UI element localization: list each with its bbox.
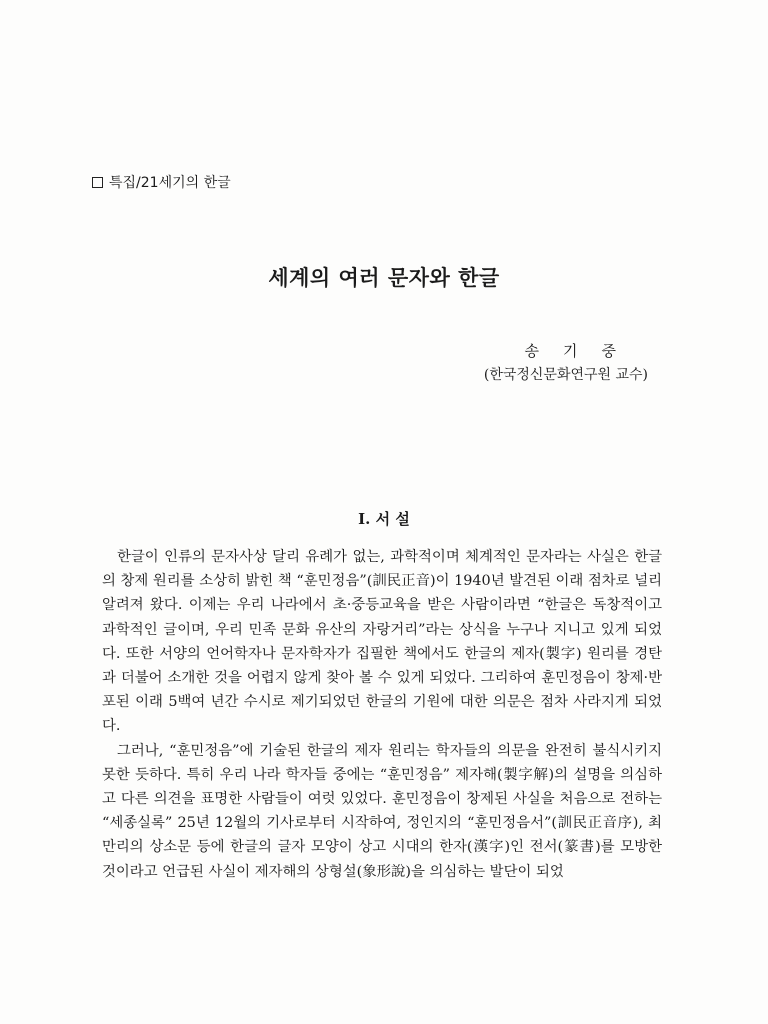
article-body: [102, 545, 662, 884]
section-heading: I. 서 설: [358, 510, 410, 528]
author-name: 송기중: [524, 342, 640, 360]
author-affiliation: (한국정신문화연구원 교수): [483, 367, 648, 383]
paragraph: 그러나, “훈민정음”에 기술된 한글의 제자 원리는 학자들의 의문을 완전히 불식시키지 못한 듯하다. 특히 우리 나라 학자들 중에는 “훈민정음” 제자해(製字解)의 설명을 의심하고 다른 의견을 표명한 사람들이 여럿 있었다. 훈민정음이 창제된 사실을 처음으로 전하는 “세종실록” 25년 12월의 기사로부터 시작하여, 정인지의 “훈민정음서”(訓民正音序), 최만리의 상소문 등에 한글의 글자 모양이 상고 시대의 한자(漢字)인 전서(篆書)를 모방한 것이라고 언급된 사실이 제자해의 상형설(象形說)을 의심하는 발단이 되었: [102, 742, 662, 880]
section-tag-label: 특집/21세기의 한글: [109, 175, 231, 191]
article-title: 세계의 여러 문자와 한글: [268, 266, 500, 290]
section-tag: [92, 172, 231, 192]
paragraph: 한글이 인류의 문자사상 달리 유례가 없는, 과학적이며 체계적인 문자라는 사실은 한글의 창제 원리를 소상히 밝힌 책 “훈민정음”(訓民正音)이 1940년 발견된 이래 점차로 널리 알려져 왔다. 이제는 우리 나라에서 초·중등교육을 받은 사람이라면 “한글은 독창적이고 과학적인 글이며, 우리 민족 문화 유산의 자랑거리”라는 상식을 누구나 지니고 있게 되었다. 또한 서양의 언어학자나 문자학자가 집필한 책에서도 한글의 제자(製字) 원리를 경탄과 더불어 소개한 것을 어렵지 않게 찾아 볼 수 있게 되었다. 그리하여 훈민정음이 창제·반포된 이래 5백여 년간 수시로 제기되었던 한글의 기원에 대한 의문은 점차 사라지게 되었다.: [102, 549, 662, 735]
square-box-icon: [92, 177, 103, 188]
